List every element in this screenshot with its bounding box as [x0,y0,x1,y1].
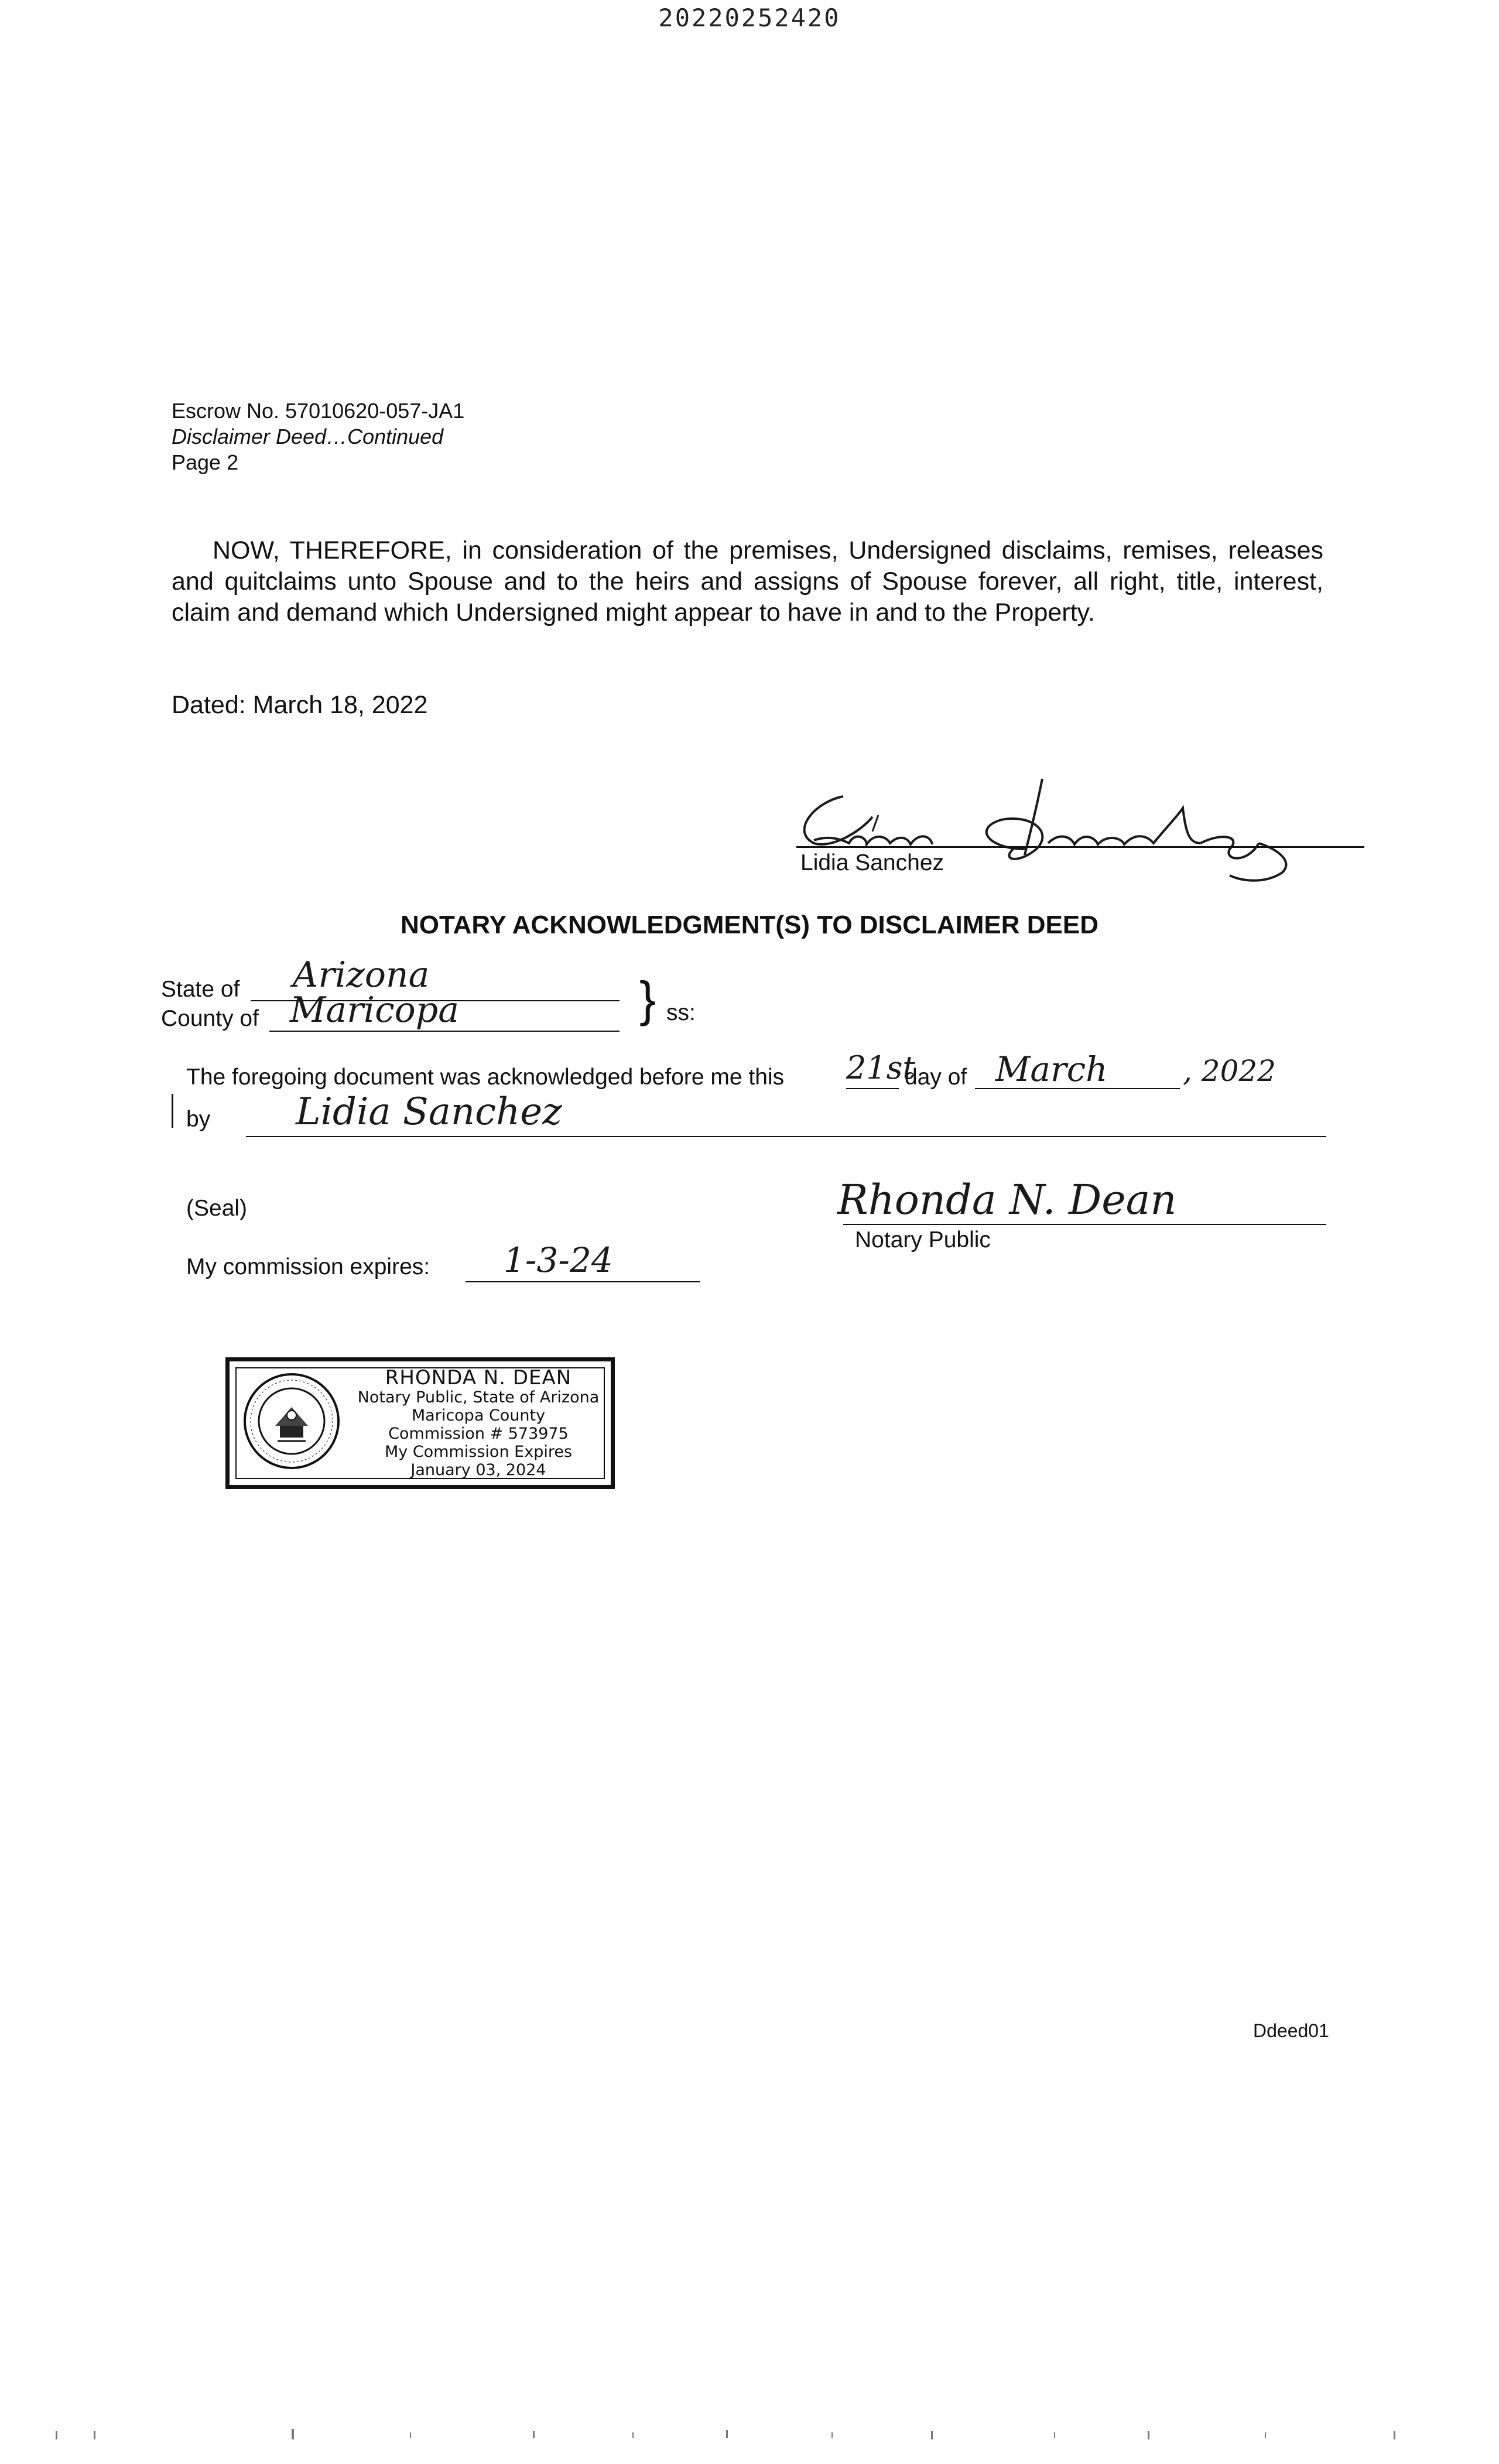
seal-label: (Seal) [186,1196,248,1221]
commission-line [466,1281,700,1282]
body-paragraph: NOW, THEREFORE, in consideration of the premises, Undersigned disclaims, remises, releases and quitclaims unto Spouse and to the heirs and assigns of Spouse forever, all right, title, interest, claim and demand which Undersigned might appear to have in and to the Property. [172,536,1323,627]
commission-value: 1-3-24 [504,1240,613,1280]
commission-label: My commission expires: [186,1254,430,1279]
month-line [975,1088,1180,1089]
day-line [846,1088,899,1089]
by-label: by [186,1107,211,1132]
county-value: Maricopa [290,990,459,1031]
continued-label: Disclaimer Deed…Continued [172,425,444,449]
signature-line [796,846,1364,848]
year-value: , 2022 [1183,1054,1276,1088]
stamp-line-6: January 03, 2024 [410,1461,546,1479]
signer-printed-name: Lidia Sanchez [800,850,944,875]
stamp-line-3: Maricopa County [411,1406,546,1425]
county-label: County of [161,1006,259,1031]
arizona-seal-icon [242,1372,341,1470]
ss-label: ss: [666,1000,696,1025]
page-number: Page 2 [172,450,239,474]
dated-line: Dated: March 18, 2022 [172,691,428,719]
county-line [269,1031,620,1032]
foregoing-prefix: The foregoing document was acknowledged before me this [186,1065,785,1090]
escrow-number: Escrow No. 57010620-057-JA1 [172,399,465,423]
day-value: 21st [846,1049,916,1086]
ss-brace: } [639,971,656,1026]
state-label: State of [161,977,240,1002]
day-label: day of [905,1065,967,1090]
signer-signature-text: Lidia Sanchez [779,754,838,764]
by-line [246,1136,1326,1137]
stamp-name: RHONDA N. DEAN [385,1366,572,1390]
margin-mark [172,1094,173,1128]
month-value: March [995,1049,1108,1089]
by-value: Lidia Sanchez [296,1090,562,1134]
stamp-line-2: Notary Public, State of Arizona [357,1388,600,1406]
state-value: Arizona [293,954,430,995]
document-code: Ddeed01 [1253,2020,1329,2041]
recording-number: 20220252420 [658,4,841,32]
notary-signature: Rhonda N. Dean [837,1176,1177,1224]
scan-noise [0,2424,1499,2448]
acknowledgment-title: NOTARY ACKNOWLEDGMENT(S) TO DISCLAIMER DEED [400,911,1099,939]
notary-public-label: Notary Public [855,1227,991,1252]
notary-signature-line [843,1224,1326,1225]
notary-stamp [225,1357,615,1489]
stamp-line-5: My Commission Expires [384,1443,573,1461]
stamp-line-4: Commission # 573975 [388,1425,569,1443]
